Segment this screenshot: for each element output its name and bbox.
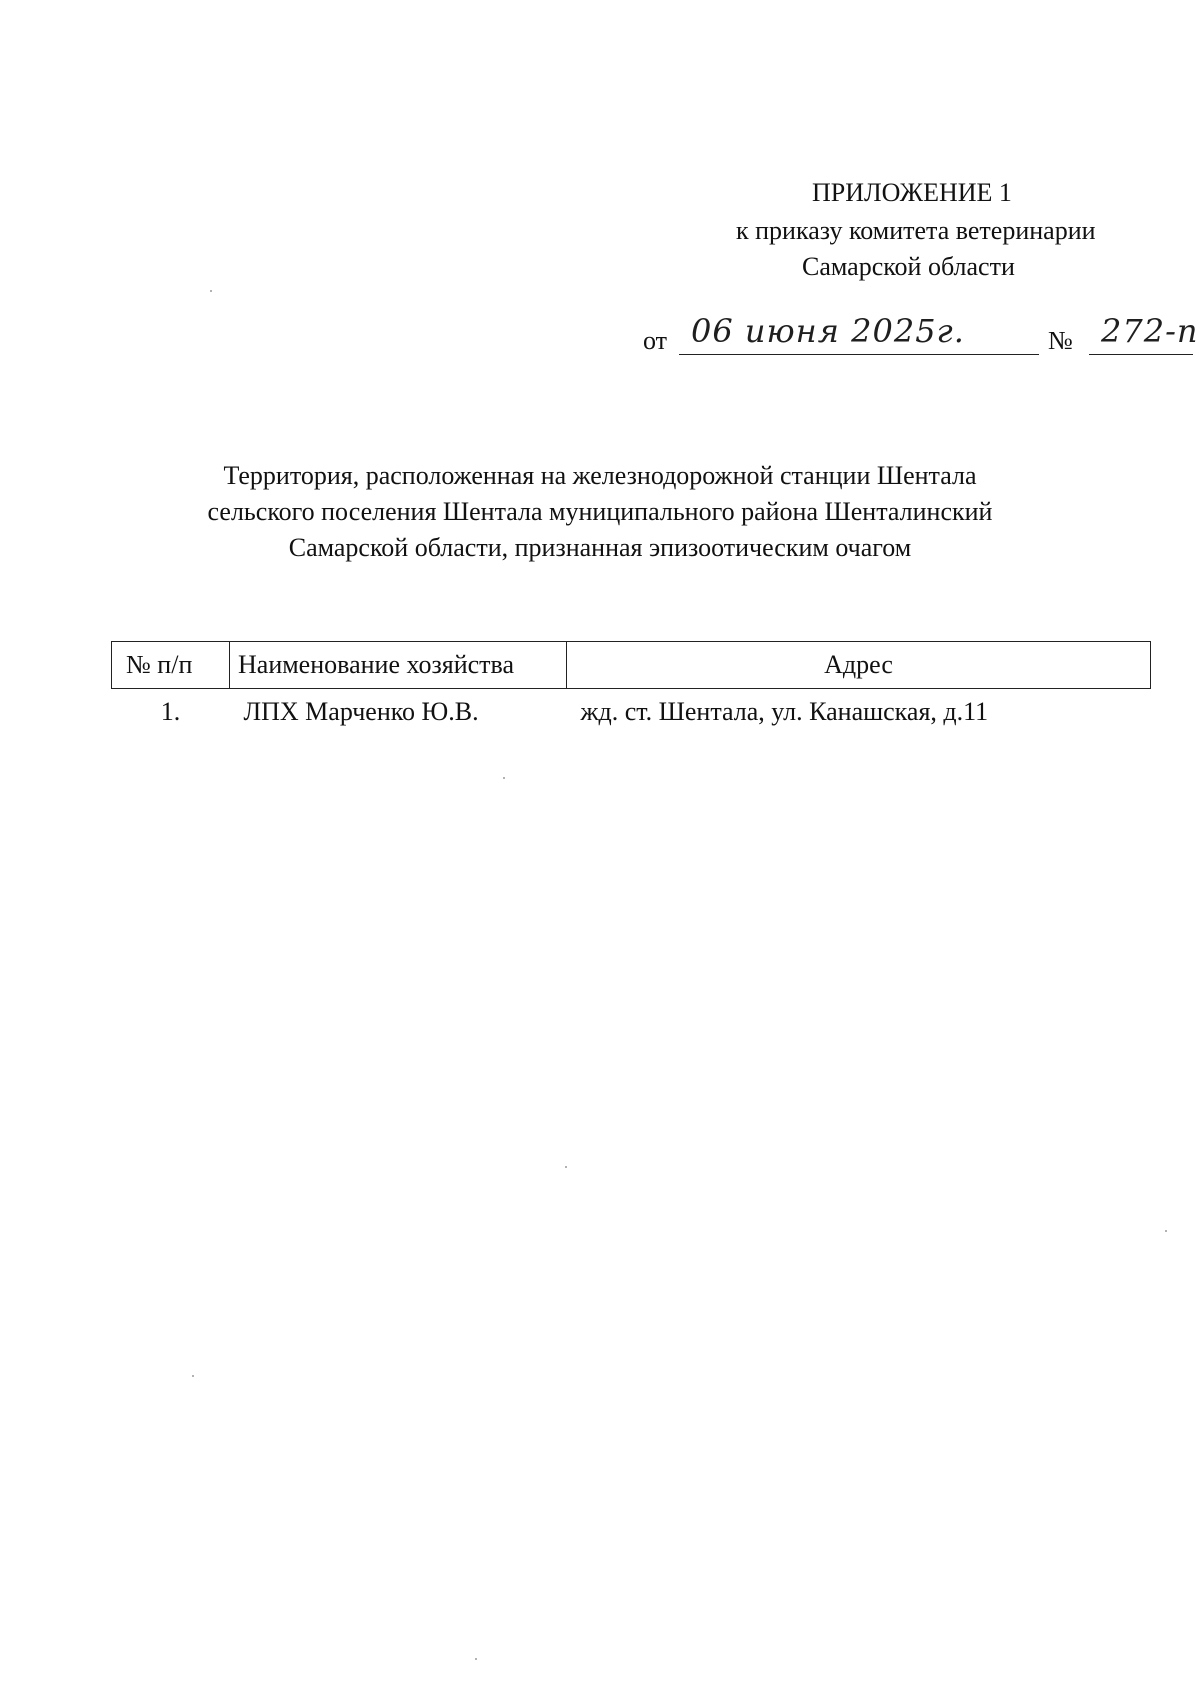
date-prefix-label: от bbox=[643, 326, 668, 355]
scan-speck bbox=[210, 290, 212, 292]
header-number: № п/п bbox=[112, 642, 230, 689]
table-row bbox=[112, 689, 1151, 736]
header-household-name: Наименование хозяйства bbox=[230, 642, 567, 689]
order-date-line bbox=[643, 312, 1199, 362]
appendix-reference: к приказу комитета ветеринарии bbox=[736, 216, 1096, 245]
heading-line-1: Территория, расположенная на железнодорожной станции Шентала bbox=[223, 461, 977, 490]
scan-speck bbox=[565, 1166, 567, 1168]
heading-line-2: сельского поселения Шентала муниципального района Шенталинский bbox=[207, 497, 993, 526]
scan-speck bbox=[503, 777, 505, 779]
row-household-name: ЛПХ Марченко Ю.В. bbox=[243, 697, 479, 726]
row-address: жд. ст. Шентала, ул. Канашская, д.11 bbox=[580, 697, 989, 726]
order-date-handwritten: 06 июня 2025г. bbox=[691, 312, 965, 350]
appendix-title: ПРИЛОЖЕНИЕ 1 bbox=[812, 178, 1012, 207]
order-date-field bbox=[679, 312, 1039, 355]
scan-speck bbox=[192, 1375, 194, 1377]
row-number: 1. bbox=[160, 697, 181, 726]
header-address: Адрес bbox=[567, 642, 1151, 689]
table-header-row bbox=[112, 642, 1151, 689]
order-number-field bbox=[1089, 312, 1199, 355]
order-number-handwritten: 272-п bbox=[1101, 312, 1199, 350]
order-number-label: № bbox=[1048, 326, 1073, 355]
heading-line-3: Самарской области, признанная эпизоотическим очагом bbox=[288, 533, 912, 562]
appendix-region: Самарской области bbox=[802, 252, 1015, 281]
scan-speck bbox=[1165, 1230, 1167, 1232]
document-heading bbox=[150, 458, 1050, 566]
scan-speck bbox=[475, 1658, 477, 1660]
households-table bbox=[111, 641, 1151, 735]
